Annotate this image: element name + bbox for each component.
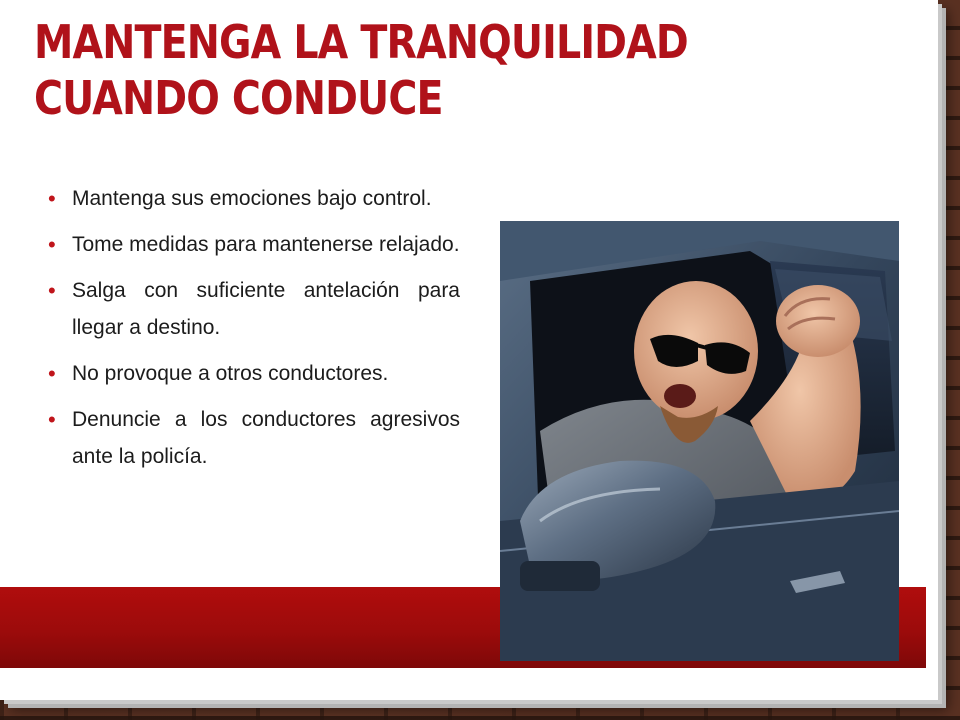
bullet-item [48, 226, 460, 263]
bullet-text: Salga con suficiente antelación para llegar a destino. [72, 279, 460, 339]
bullet-item [48, 272, 460, 346]
slide-title: MANTENGA LA TRANQUILIDAD CUANDO CONDUCE [34, 15, 688, 125]
angry-driver-photo [500, 221, 899, 661]
bullet-dot-icon: • [48, 278, 56, 303]
bullet-text: No provoque a otros conductores. [72, 362, 389, 385]
bullet-text: Denuncie a los conductores agresivos ante la policía. [72, 408, 460, 468]
bullet-item [48, 180, 460, 217]
angry-driver-illustration [500, 221, 899, 661]
bullet-list [48, 180, 460, 484]
bullet-dot-icon: • [48, 186, 56, 211]
bullet-text: Tome medidas para mantenerse relajado. [72, 233, 460, 256]
bullet-dot-icon: • [48, 361, 56, 386]
bullet-text: Mantenga sus emociones bajo control. [72, 187, 432, 210]
bullet-item [48, 355, 460, 392]
bullet-dot-icon: • [48, 407, 56, 432]
bullet-item [48, 401, 460, 475]
bullet-dot-icon: • [48, 232, 56, 257]
